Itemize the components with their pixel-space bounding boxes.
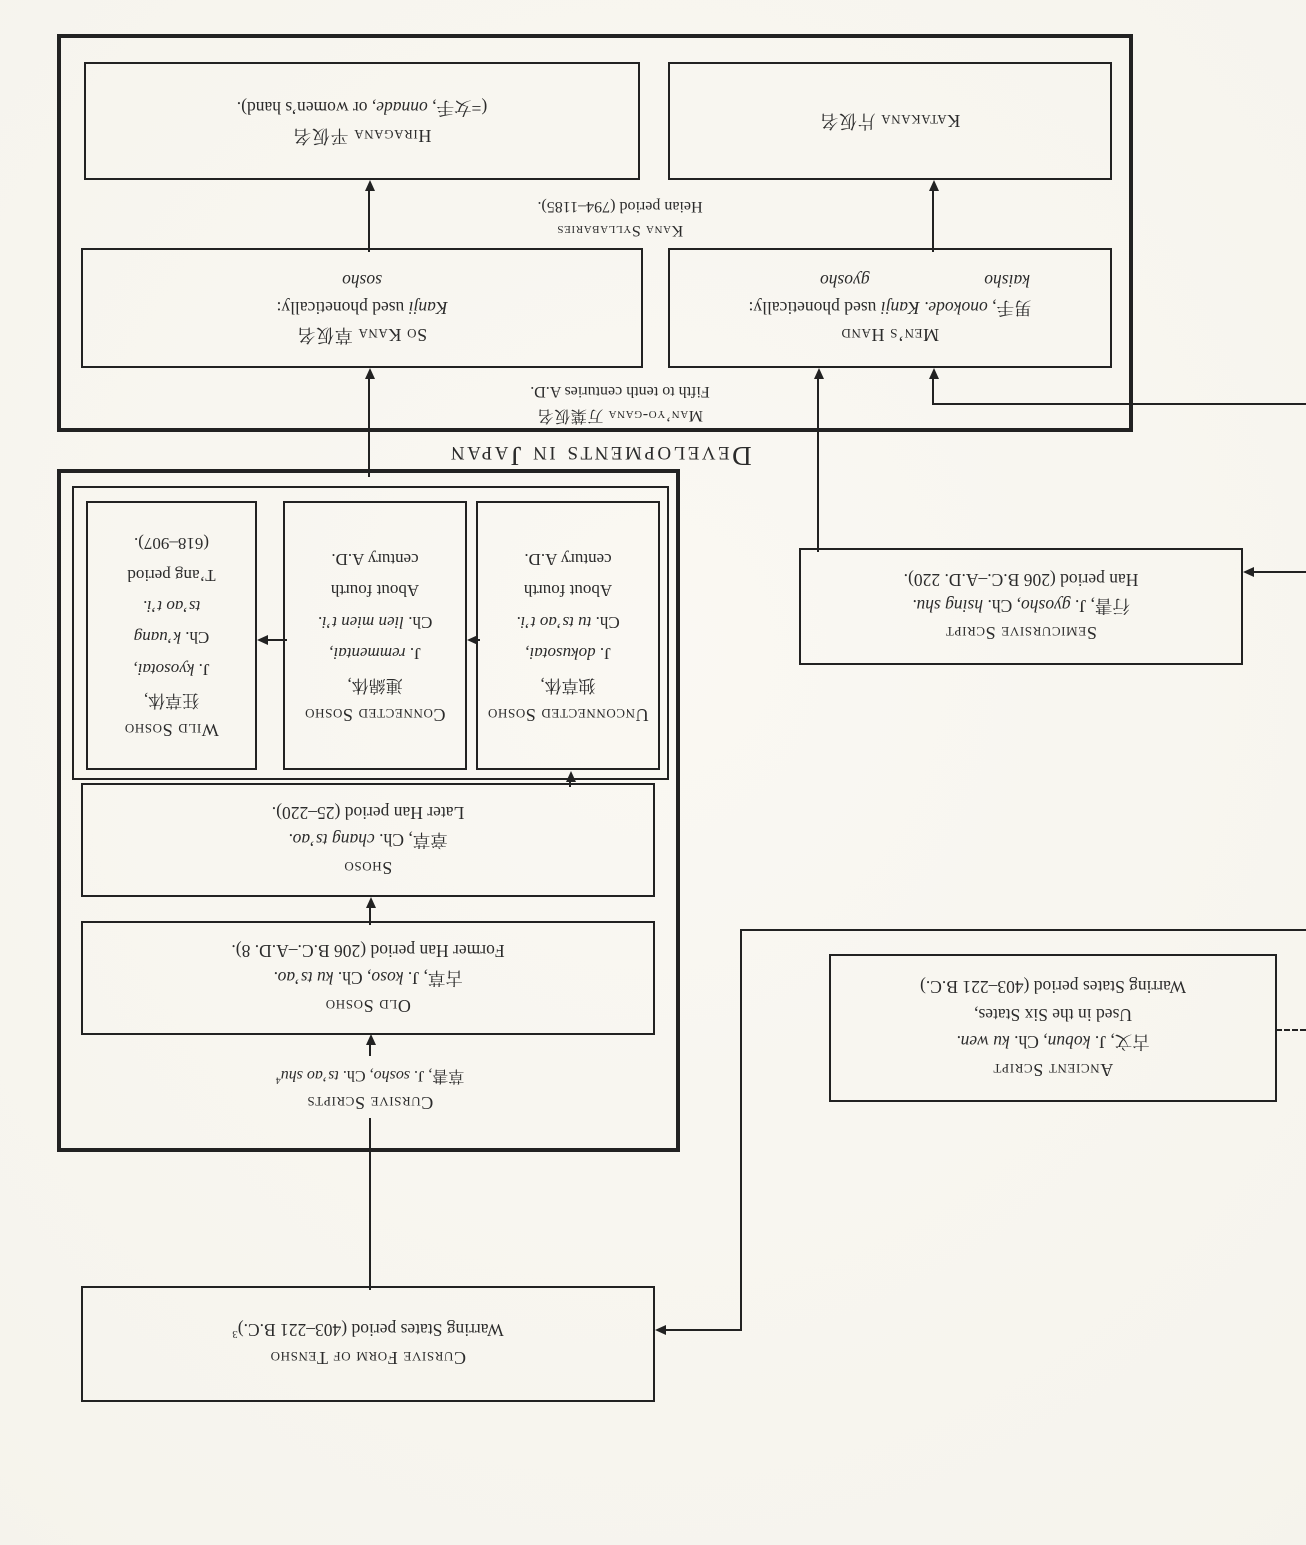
arrowhead-to-connected bbox=[467, 635, 478, 645]
kana-syllabaries-period: Heian period (794–1185). bbox=[537, 198, 703, 215]
wild-sosho-chinese-2: ts’ao t’i. bbox=[142, 597, 201, 616]
box-so-kana bbox=[81, 248, 643, 368]
mens-hand-kaisho: kaisho bbox=[984, 271, 1030, 292]
shoso-period: Later Han period (25–220). bbox=[271, 803, 465, 824]
connector-cursive-to-so-kana bbox=[368, 378, 370, 477]
arrowhead-to-katakana bbox=[929, 180, 939, 191]
connector-semicursive-to-mens-hand bbox=[817, 378, 819, 552]
box-shoso bbox=[81, 783, 655, 897]
shoso-names: 章草, Ch. chang ts’ao. bbox=[288, 830, 448, 851]
box-connected-sosho bbox=[283, 501, 467, 770]
hiragana-body: (=女手, onnade, or women’s hand). bbox=[236, 97, 488, 118]
box-ancient-script bbox=[829, 954, 1277, 1102]
old-sosho-names: 古草, J. koso, Ch. ku ts’ao. bbox=[273, 968, 463, 989]
arrowhead-to-hiragana bbox=[365, 180, 375, 191]
connected-sosho-date-2: century A.D. bbox=[331, 549, 419, 569]
tensho-period: Warring States period (403–221 B.C.)$^3$ bbox=[232, 1319, 504, 1340]
tensho-heading: Cursive Form of Tensho bbox=[270, 1348, 466, 1369]
connector-so-kana-to-hiragana bbox=[368, 190, 370, 252]
manyogana-period: Fifth to tenth centuries A.D. bbox=[530, 383, 710, 400]
katakana-heading: Katakana 片仮名 bbox=[819, 111, 961, 132]
ancient-script-heading: Ancient Script bbox=[992, 1059, 1114, 1080]
connector-label-to-old-sosho bbox=[369, 1044, 371, 1056]
mens-hand-heading: Men’s Hand bbox=[840, 324, 940, 345]
connector-dashed-to-ancient-script bbox=[1276, 1029, 1306, 1031]
unconnected-sosho-chinese: Ch. tu ts’ao t’i. bbox=[516, 612, 620, 632]
arrowhead-to-semicursive bbox=[1243, 567, 1254, 577]
connector-offpage-to-tensho-h1 bbox=[740, 929, 1306, 931]
wild-sosho-date-1: T’ang period bbox=[127, 565, 216, 585]
unconnected-sosho-heading: Unconnected Sosho bbox=[487, 704, 649, 725]
box-unconnected-sosho bbox=[476, 501, 660, 770]
hiragana-heading: Hiragana 平仮名 bbox=[292, 125, 432, 146]
semicursive-heading: Semicursive Script bbox=[945, 623, 1097, 644]
shoso-heading: Shoso bbox=[343, 858, 393, 879]
so-kana-heading: So Kana 草仮名 bbox=[296, 324, 428, 345]
connector-offpage-to-mens-hand-h bbox=[932, 403, 1306, 405]
cursive-scripts-names: 草書, J. sosho, Ch. ts’ao shu$^4$ bbox=[275, 1067, 465, 1086]
box-katakana bbox=[668, 62, 1112, 180]
connector-connected-to-wild bbox=[267, 639, 287, 641]
manyogana-name: Man’yo-gana 万葉仮名 bbox=[536, 407, 704, 424]
connector-offpage-to-mens-hand-v bbox=[932, 378, 934, 405]
arrowhead-to-unconnected bbox=[566, 771, 576, 782]
connector-mens-hand-to-katakana bbox=[932, 190, 934, 252]
arrowhead-to-tensho bbox=[655, 1325, 666, 1335]
developments-in-japan-title: Developments in Japan bbox=[448, 441, 752, 471]
cursive-scripts-heading: Cursive Scripts bbox=[306, 1093, 434, 1113]
so-kana-style: sosho bbox=[342, 271, 382, 292]
connected-sosho-japanese: J. remmentai, bbox=[329, 644, 421, 664]
ancient-script-period: Warring States period (403–221 B.C.) bbox=[920, 977, 1186, 998]
unconnected-sosho-date-1: About fourth bbox=[523, 581, 613, 601]
kana-syllabaries-name: Kana Syllabaries bbox=[556, 222, 684, 239]
connector-tensho-to-cursive-scripts bbox=[369, 1118, 371, 1290]
connected-sosho-heading: Connected Sosho bbox=[304, 704, 446, 725]
arrowhead-to-wild bbox=[257, 635, 268, 645]
connector-old-sosho-to-shoso bbox=[369, 907, 371, 925]
mens-hand-gyosho: gyosho bbox=[820, 271, 870, 292]
unconnected-sosho-kanji: 独草体, bbox=[540, 675, 596, 695]
wild-sosho-chinese-1: Ch. k’uang bbox=[133, 628, 210, 648]
connector-offpage-to-tensho-h2 bbox=[665, 1329, 742, 1331]
so-kana-body: Kanji used phonetically: bbox=[276, 297, 448, 318]
connector-offpage-to-tensho-v bbox=[740, 929, 742, 1330]
connector-offpage-to-semicursive bbox=[1253, 571, 1306, 573]
arrowhead-to-shoso bbox=[366, 897, 376, 908]
ancient-script-names: 古文, J. kobun, Ch. ku wen. bbox=[956, 1031, 1150, 1052]
mens-hand-body: 男手, onokode. Kanji used phonetically: bbox=[748, 297, 1032, 318]
kana-syllabaries-label bbox=[355, 194, 885, 242]
arrowhead-to-mens-hand-2 bbox=[929, 368, 939, 379]
box-cursive-form-of-tensho bbox=[81, 1286, 655, 1402]
connected-sosho-date-1: About fourth bbox=[330, 581, 420, 601]
cursive-scripts-label bbox=[85, 1063, 655, 1117]
arrowhead-to-so-kana bbox=[365, 368, 375, 379]
box-mens-hand bbox=[668, 248, 1112, 368]
manyogana-label bbox=[355, 379, 885, 427]
wild-sosho-kanji: 狂草体, bbox=[143, 691, 200, 711]
old-sosho-heading: Old Sosho bbox=[325, 996, 411, 1017]
box-hiragana bbox=[84, 62, 640, 180]
unconnected-sosho-japanese: J. dokusotai, bbox=[525, 644, 611, 664]
arrowhead-to-mens-hand-1 bbox=[814, 368, 824, 379]
semicursive-names: 行書, J. gyosho, Ch. hsing shu. bbox=[912, 596, 1130, 617]
semicursive-period: Han period (206 B.C.–A.D. 220). bbox=[903, 570, 1139, 590]
box-wild-sosho bbox=[86, 501, 257, 770]
connected-sosho-kanji: 連綿体, bbox=[347, 675, 403, 695]
box-old-sosho bbox=[81, 921, 655, 1035]
old-sosho-period: Former Han period (206 B.C.–A.D. 8). bbox=[231, 941, 505, 962]
wild-sosho-heading: Wild Sosho bbox=[124, 720, 219, 741]
box-semicursive-script bbox=[799, 548, 1243, 665]
mens-hand-styles bbox=[670, 268, 1110, 294]
ancient-script-usage: Used in the Six States, bbox=[974, 1004, 1132, 1025]
unconnected-sosho-date-2: century A.D. bbox=[524, 549, 612, 569]
arrowhead-to-old-sosho bbox=[366, 1034, 376, 1045]
wild-sosho-japanese: J. kyosotai, bbox=[133, 659, 210, 679]
connected-sosho-chinese: Ch. lien mien t’i. bbox=[317, 612, 433, 632]
wild-sosho-date-2: (618–907). bbox=[133, 534, 210, 554]
